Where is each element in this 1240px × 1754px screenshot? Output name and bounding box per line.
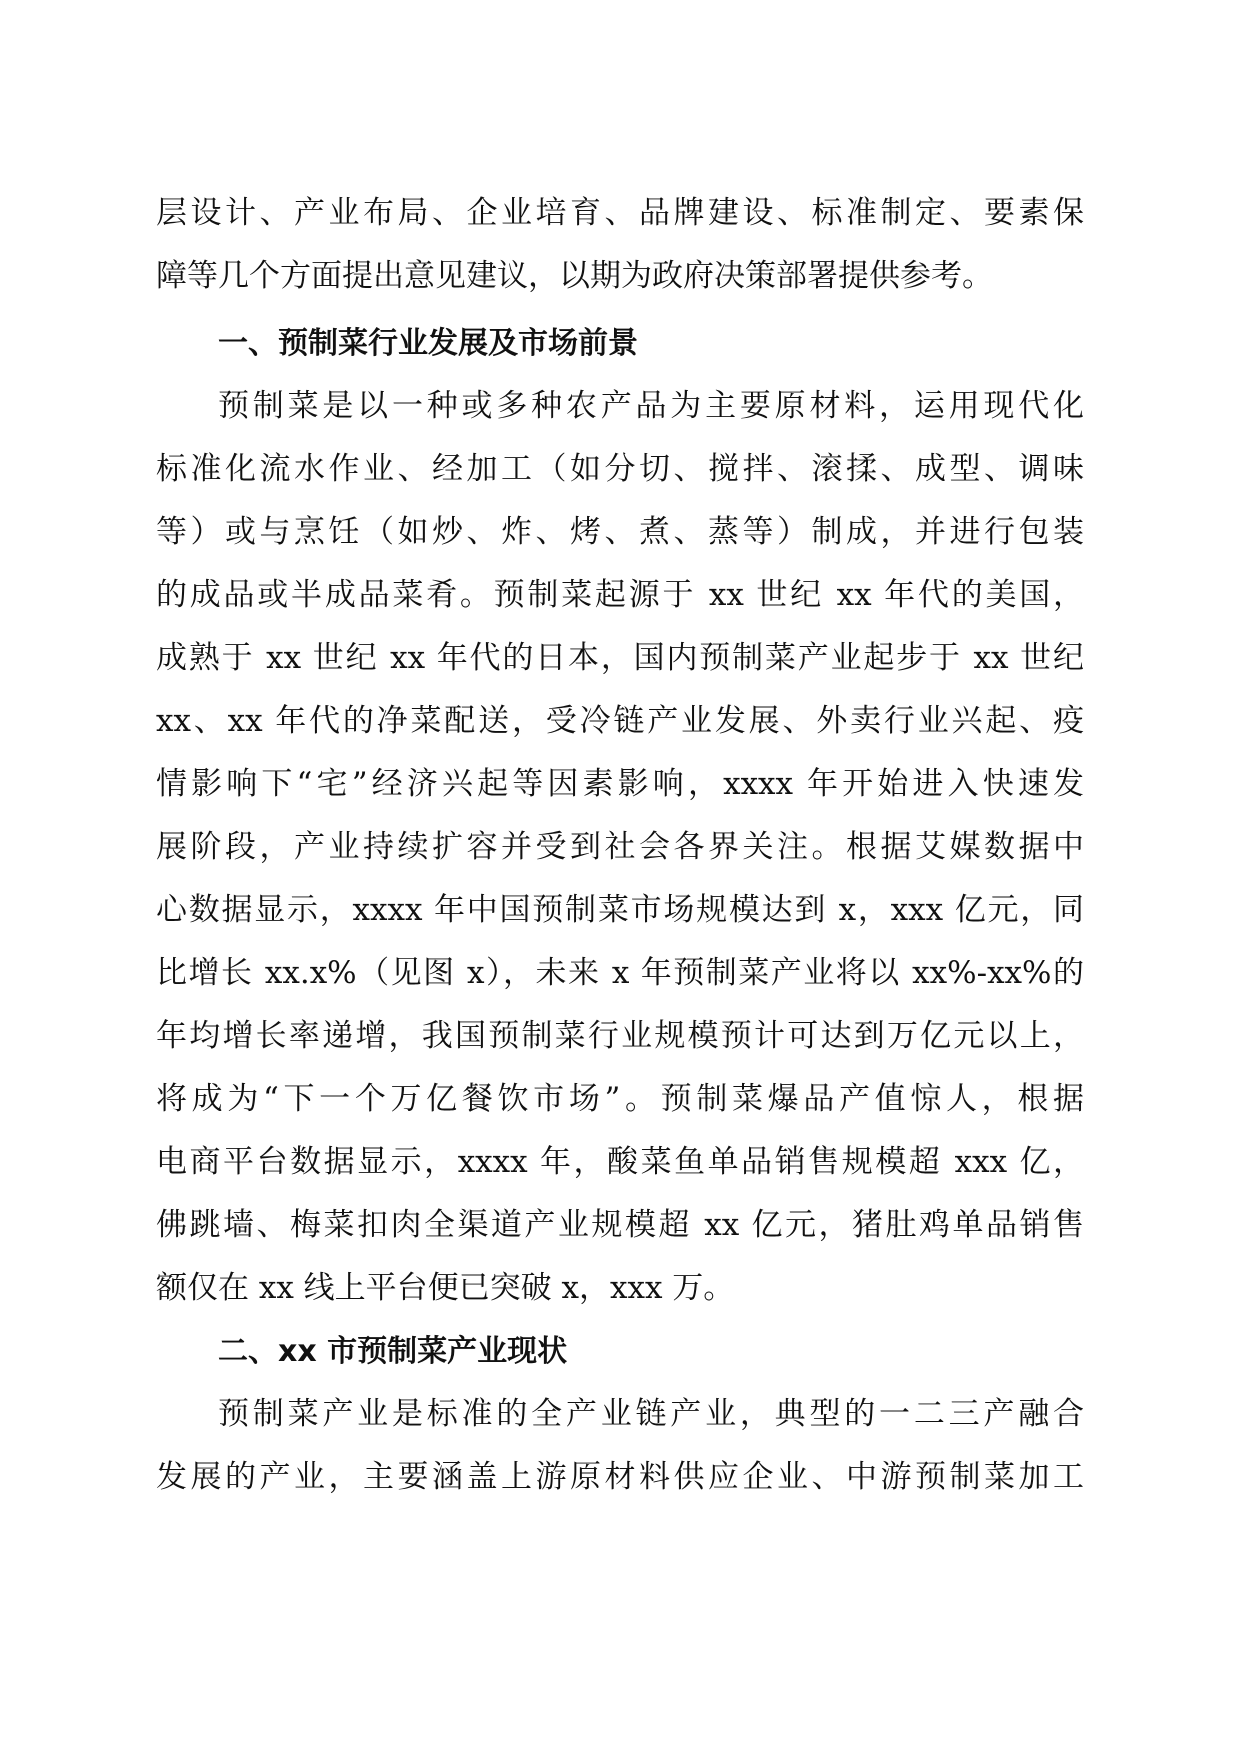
paragraph-line: 额仅在 xx 线上平台便已突破 x，xxx 万。 [156,1270,735,1306]
section-heading-1: 一、预制菜行业发展及市场前景 [218,326,638,361]
paragraph-line: 年均增长率递增，我国预制菜行业规模预计可达到万亿元以上， [156,1018,1084,1054]
document-body [156,182,1084,1509]
paragraph-line: 佛跳墙、梅菜扣肉全渠道产业规模超 xx 亿元，猪肚鸡单品销售 [156,1207,1084,1243]
paragraph-line: 预制菜产业是标准的全产业链产业，典型的一二三产融合 [218,1396,1084,1432]
paragraph-line: 展阶段，产业持续扩容并受到社会各界关注。根据艾媒数据中 [156,829,1084,865]
section2-paragraph [156,1383,1084,1509]
paragraph-line: 心数据显示，xxxx 年中国预制菜市场规模达到 x，xxx 亿元，同 [156,892,1084,928]
paragraph-line: 预制菜是以一种或多种农产品为主要原材料，运用现代化 [218,388,1084,424]
paragraph-line: 的成品或半成品菜肴。预制菜起源于 xx 世纪 xx 年代的美国， [156,577,1084,613]
paragraph-line: 电商平台数据显示，xxxx 年，酸菜鱼单品销售规模超 xxx 亿， [156,1144,1084,1180]
paragraph-line: 发展的产业，主要涵盖上游原材料供应企业、中游预制菜加工 [156,1459,1084,1495]
paragraph-line: 障等几个方面提出意见建议，以期为政府决策部署提供参考。 [156,258,993,294]
paragraph-line: 标准化流水作业、经加工（如分切、搅拌、滚揉、成型、调味 [156,451,1084,487]
paragraph-line: 等）或与烹饪（如炒、炸、烤、煮、蒸等）制成，并进行包装 [156,514,1084,550]
paragraph-line: 将成为“下一个万亿餐饮市场”。预制菜爆品产值惊人，根据 [156,1081,1084,1117]
paragraph-line: 成熟于 xx 世纪 xx 年代的日本，国内预制菜产业起步于 xx 世纪 [156,640,1084,676]
paragraph-line: 比增长 xx.x%（见图 x），未来 x 年预制菜产业将以 xx%-xx%的 [156,955,1084,991]
section-heading-2: 二、xx 市预制菜产业现状 [218,1334,568,1369]
section1-paragraph [156,375,1084,1320]
intro-paragraph [156,182,1084,308]
paragraph-line: xx、xx 年代的净菜配送，受冷链产业发展、外卖行业兴起、疫 [156,703,1084,739]
paragraph-line: 层设计、产业布局、企业培育、品牌建设、标准制定、要素保 [156,195,1084,231]
paragraph-line: 情影响下“宅”经济兴起等因素影响，xxxx 年开始进入快速发 [156,766,1084,802]
